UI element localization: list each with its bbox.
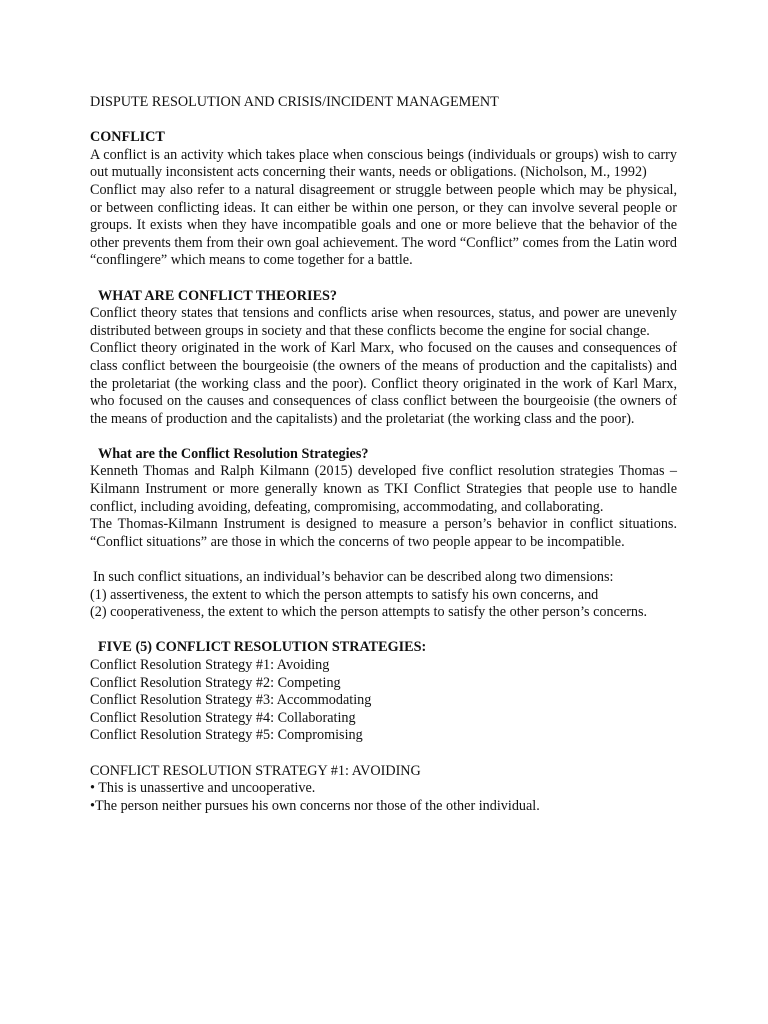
strategy-list-item: Conflict Resolution Strategy #1: Avoiding: [90, 657, 330, 673]
document-body: [90, 94, 677, 815]
document-title: DISPUTE RESOLUTION AND CRISIS/INCIDENT MANAGEMENT: [90, 94, 499, 110]
avoiding-heading: CONFLICT RESOLUTION STRATEGY #1: AVOIDING: [90, 762, 421, 779]
avoiding-bullet: • This is unassertive and uncooperative.: [90, 780, 316, 797]
theories-heading: WHAT ARE CONFLICT THEORIES?: [98, 287, 338, 304]
conflict-paragraph-1: A conflict is an activity which takes place when conscious beings (individuals or groups) wish to carry out mutually inconsistent acts concerning their wants, needs or obligations. (Nicholson, M., 1992): [90, 146, 677, 181]
strategies-paragraph-2: The Thomas-Kilmann Instrument is designed to measure a person’s behavior in conflict situations. “Conflict situations” are those in which the concerns of two people appear to be incompatible.: [90, 516, 677, 550]
theories-paragraph-2: Conflict theory originated in the work of Karl Marx, who focused on the causes and consequences of class conflict between the bourgeoisie (the owners of the means of production and the capitalists) and the proletariat (the working class and the poor). Conflict theory originated in the work of Karl Marx, who focused on the causes and consequences of class conflict between the bourgeoisie (the owners of the means of production and the capitalists) and the proletariat (the working class and the poor).: [90, 340, 677, 427]
strategy-list-item: Conflict Resolution Strategy #5: Compromising: [90, 727, 363, 744]
avoiding-bullet: •The person neither pursues his own concerns nor those of the other individual.: [90, 797, 540, 814]
strategy-list-item: Conflict Resolution Strategy #2: Competing: [90, 674, 341, 691]
theories-paragraph-1: Conflict theory states that tensions and conflicts arise when resources, status, and power are unevenly distributed between groups in society and that these conflicts become the engine for social change.: [90, 305, 677, 339]
strategy-list-item: Conflict Resolution Strategy #4: Collaborating: [90, 709, 356, 726]
five-strategies-heading: FIVE (5) CONFLICT RESOLUTION STRATEGIES:: [98, 639, 427, 656]
cooperativeness-line: (2) cooperativeness, the extent to which the person attempts to satisfy the other person’s concerns.: [90, 604, 648, 621]
strategy-list-item: Conflict Resolution Strategy #3: Accommodating: [90, 692, 372, 709]
strategies-paragraph-1: Kenneth Thomas and Ralph Kilmann (2015) developed five conflict resolution strategies Thomas – Kilmann Instrument or more generally known as TKI Conflict Strategies that people use to handle conflict, including avoiding, defeating, compromising, accommodating, and collaborating.: [90, 463, 677, 515]
conflict-paragraph-2: Conflict may also refer to a natural disagreement or struggle between people which may be physical, or between conflicting ideas. It can either be within one person, or they can involve several people or groups. It exists when they have incompatible goals and one or more believe that the behavior of the other prevents them from their own goal achievement. The word “Conflict” comes from the Latin word “conflingere” which means to come together for a battle.: [90, 181, 677, 269]
assertiveness-line: (1) assertiveness, the extent to which the person attempts to satisfy his own concerns, and: [90, 586, 599, 603]
strategies-paragraph-3: In such conflict situations, an individual’s behavior can be described along two dimensions:: [93, 569, 614, 586]
conflict-heading: CONFLICT: [90, 129, 165, 146]
strategies-heading: What are the Conflict Resolution Strategies?: [98, 445, 369, 462]
